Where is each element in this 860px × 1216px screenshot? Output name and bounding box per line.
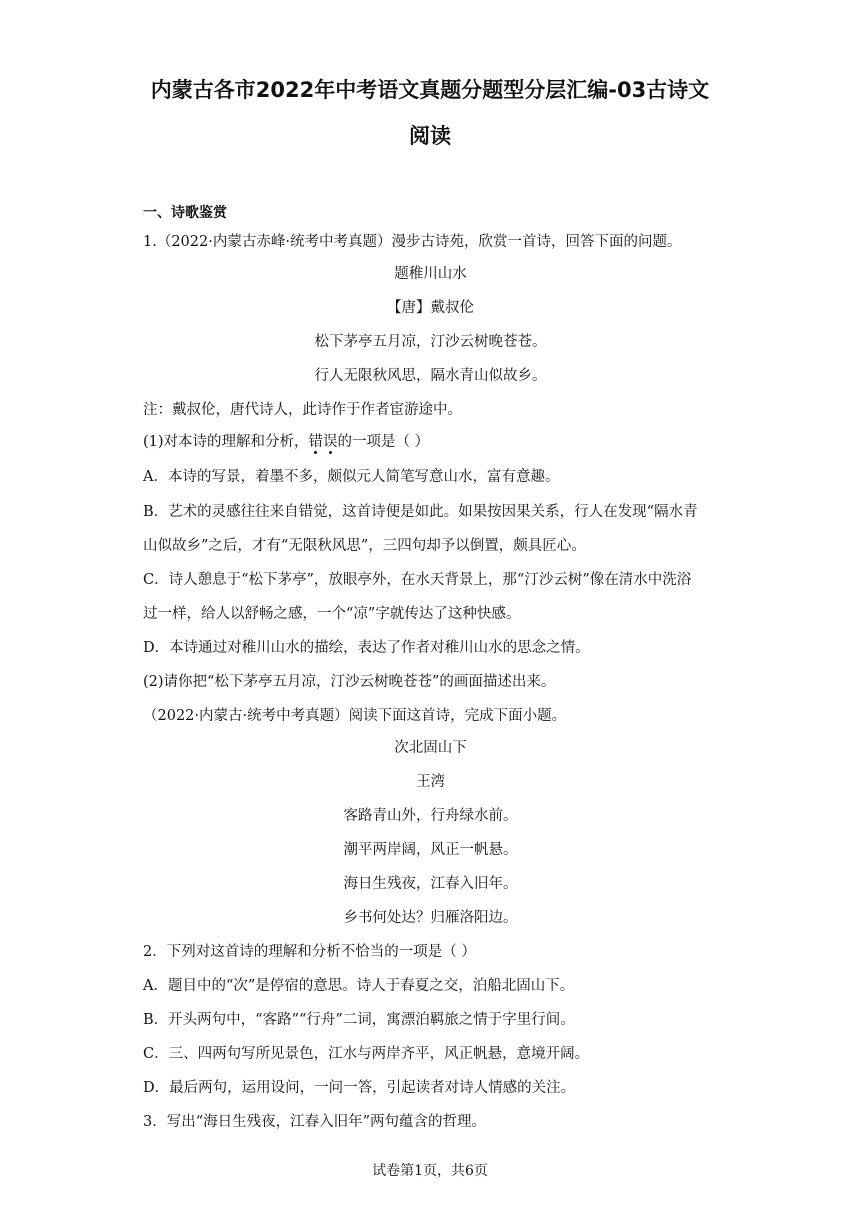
q3-question: 3．写出“海日生残夜，江春入旧年”两句蕴含的哲理。 xyxy=(143,1114,487,1130)
section-heading: 一、诗歌鉴赏 xyxy=(143,205,227,221)
q1-note: 注：戴叔伦，唐代诗人，此诗作于作者宦游途中。 xyxy=(143,402,462,418)
q2-intro: （2022·内蒙古·统考中考真题）阅读下面这首诗，完成下面小题。 xyxy=(143,708,567,724)
q2-poem-line: 潮平两岸阔，风正一帆悬。 xyxy=(343,842,518,858)
q2-poem-line: 海日生残夜，江春入旧年。 xyxy=(343,876,518,892)
q1-option-a: A．本诗的写景，着墨不多，颇似元人简笔写意山水，富有意趣。 xyxy=(143,469,560,485)
q1-poem-author: 【唐】戴叔伦 xyxy=(387,300,474,316)
q2-poem-title: 次北固山下 xyxy=(394,740,467,756)
q1-poem-title: 题稚川山水 xyxy=(394,266,467,282)
q1-sub2: (2)请你把“松下茅亭五月凉，汀沙云树晚苍苍”的画面描述出来。 xyxy=(143,674,556,690)
q2-option-b: B．开头两句中，“客路”“行舟”二词，寓漂泊羁旅之情于字里行间。 xyxy=(143,1012,575,1028)
q1-intro: 1.（2022·内蒙古赤峰·统考中考真题）漫步古诗苑，欣赏一首诗，回答下面的问题。 xyxy=(143,234,682,250)
page-footer: 试卷第1页，共6页 xyxy=(372,1163,488,1179)
q1-option-c-cont: 过一样，给人以舒畅之感，一个“凉”字就传达了这种快感。 xyxy=(143,606,521,622)
q1-poem-line: 松下茅亭五月凉，汀沙云树晚苍苍。 xyxy=(314,334,547,350)
q1-option-b-cont: 山似故乡”之后，才有“无限秋风思”，三四句却予以倒置，颇具匠心。 xyxy=(143,538,586,554)
q2-option-a: A．题目中的“次”是停宿的意思。诗人于春夏之交，泊船北固山下。 xyxy=(143,978,575,994)
q1-option-b: B．艺术的灵感往往来自错觉，这首诗便是如此。如果按因果关系，行人在发现“隔水青 xyxy=(143,504,698,520)
q2-option-c: C．三、四两句写所见景色，江水与两岸齐平，风正帆悬，意境开阔。 xyxy=(143,1046,590,1062)
page-title-line2: 阅读 xyxy=(409,124,451,148)
q1-poem-line: 行人无限秋风思，隔水青山似故乡。 xyxy=(314,368,547,384)
q2-question: 2．下列对这首诗的理解和分析不恰当的一项是（ ） xyxy=(143,944,476,960)
emphasis-char: 错 xyxy=(308,434,324,450)
q2-poem-line: 乡书何处达？归雁洛阳边。 xyxy=(343,910,518,926)
q1-option-d: D．本诗通过对稚川山水的描绘，表达了作者对稚川山水的思念之情。 xyxy=(143,640,590,656)
page-title-line1: 内蒙古各市2022年中考语文真题分题型分层汇编-03古诗文 xyxy=(150,78,710,102)
q1-sub1 xyxy=(143,432,723,452)
q1-sub1-suffix: 的一项是（ ） xyxy=(337,434,430,450)
emphasis-char: 误 xyxy=(323,434,338,450)
q1-option-c: C．诗人憩息于“松下茅亭”，放眼亭外，在水天背景上，那“汀沙云树”像在清水中洗浴 xyxy=(143,572,692,588)
q2-poem-line: 客路青山外，行舟绿水前。 xyxy=(343,808,518,824)
q2-option-d: D．最后两句，运用设问，一问一答，引起读者对诗人情感的关注。 xyxy=(143,1080,576,1096)
q2-poem-author: 王湾 xyxy=(416,774,445,790)
q1-sub1-prefix: (1)对本诗的理解和分析， xyxy=(143,434,309,450)
